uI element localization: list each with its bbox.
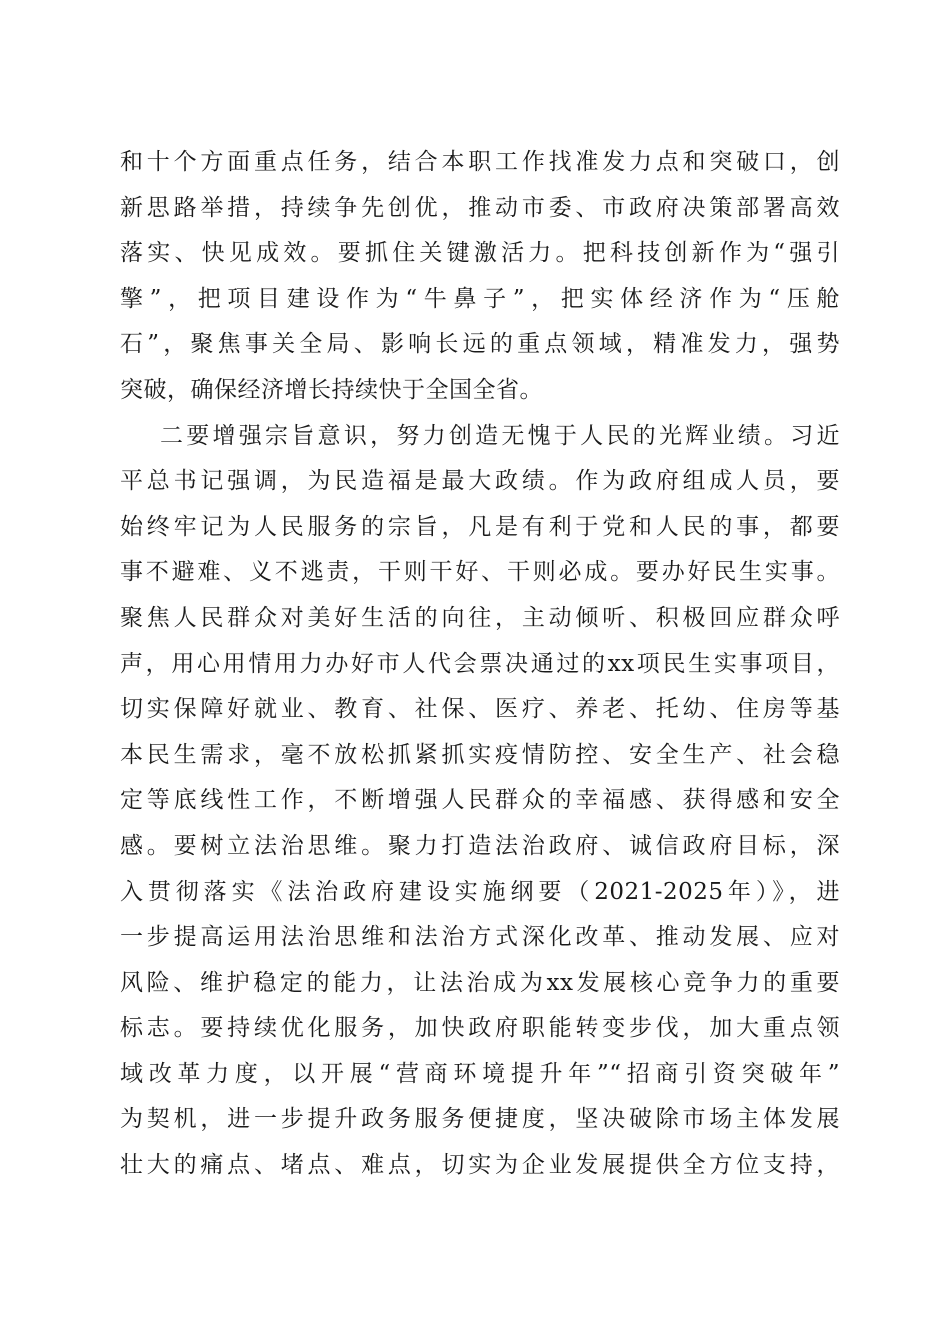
text-line: 石”，聚焦事关全局、影响长远的重点领域，精准发力，强势 [120, 331, 840, 358]
text-line: 声，用心用情用力办好市人代会票决通过的xx项民生实事项目， [120, 650, 840, 677]
text-line: 标志。要持续优化服务，加快政府职能转变步伐，加大重点领 [120, 1015, 840, 1042]
text-line: 和十个方面重点任务，结合本职工作找准发力点和突破口，创 [120, 149, 840, 175]
text-line: 始终牢记为人民服务的宗旨，凡是有利于党和人民的事，都要 [120, 513, 840, 540]
text-line: 定等底线性工作，不断增强人民群众的幸福感、获得感和安全 [120, 787, 840, 814]
text-line: 突破，确保经济增长持续快于全国全省。 [120, 376, 543, 403]
text-line: 聚焦人民群众对美好生活的向往，主动倾听、积极回应群众呼 [120, 604, 840, 631]
text-line: 事不避难、义不逃责，干则干好、干则必成。要办好民生实事。 [120, 559, 840, 586]
text-line: 擎”，把项目建设作为“牛鼻子”，把实体经济作为“压舱 [120, 285, 840, 312]
text-line: 平总书记强调，为民造福是最大政绩。作为政府组成人员，要 [120, 468, 840, 495]
body-text [120, 140, 840, 1189]
text-line: 切实保障好就业、教育、社保、医疗、养老、托幼、住房等基 [120, 696, 840, 723]
text-line: 入贯彻落实《法治政府建设实施纲要（2021-2025年）》，进 [120, 878, 840, 905]
text-line: 风险、维护稳定的能力，让法治成为xx发展核心竞争力的重要 [120, 969, 840, 996]
text-line: 新思路举措，持续争先创优，推动市委、市政府决策部署高效 [120, 194, 840, 221]
text-line: 壮大的痛点、堵点、难点，切实为企业发展提供全方位支持， [120, 1152, 840, 1179]
text-line: 为契机，进一步提升政务服务便捷度，坚决破除市场主体发展 [120, 1106, 840, 1133]
text-line: 落实、快见成效。要抓住关键激活力。把科技创新作为“强引 [120, 240, 840, 267]
paragraph-first-line: 二要增强宗旨意识，努力创造无愧于人民的光辉业绩。习近 [160, 422, 840, 449]
text-line: 感。要树立法治思维。聚力打造法治政府、诚信政府目标，深 [120, 832, 840, 859]
text-line: 域改革力度，以开展“营商环境提升年”“招商引资突破年” [120, 1060, 840, 1087]
text-line: 一步提高运用法治思维和法治方式深化改革、推动发展、应对 [120, 924, 840, 951]
text-line: 本民生需求，毫不放松抓紧抓实疫情防控、安全生产、社会稳 [120, 741, 840, 768]
